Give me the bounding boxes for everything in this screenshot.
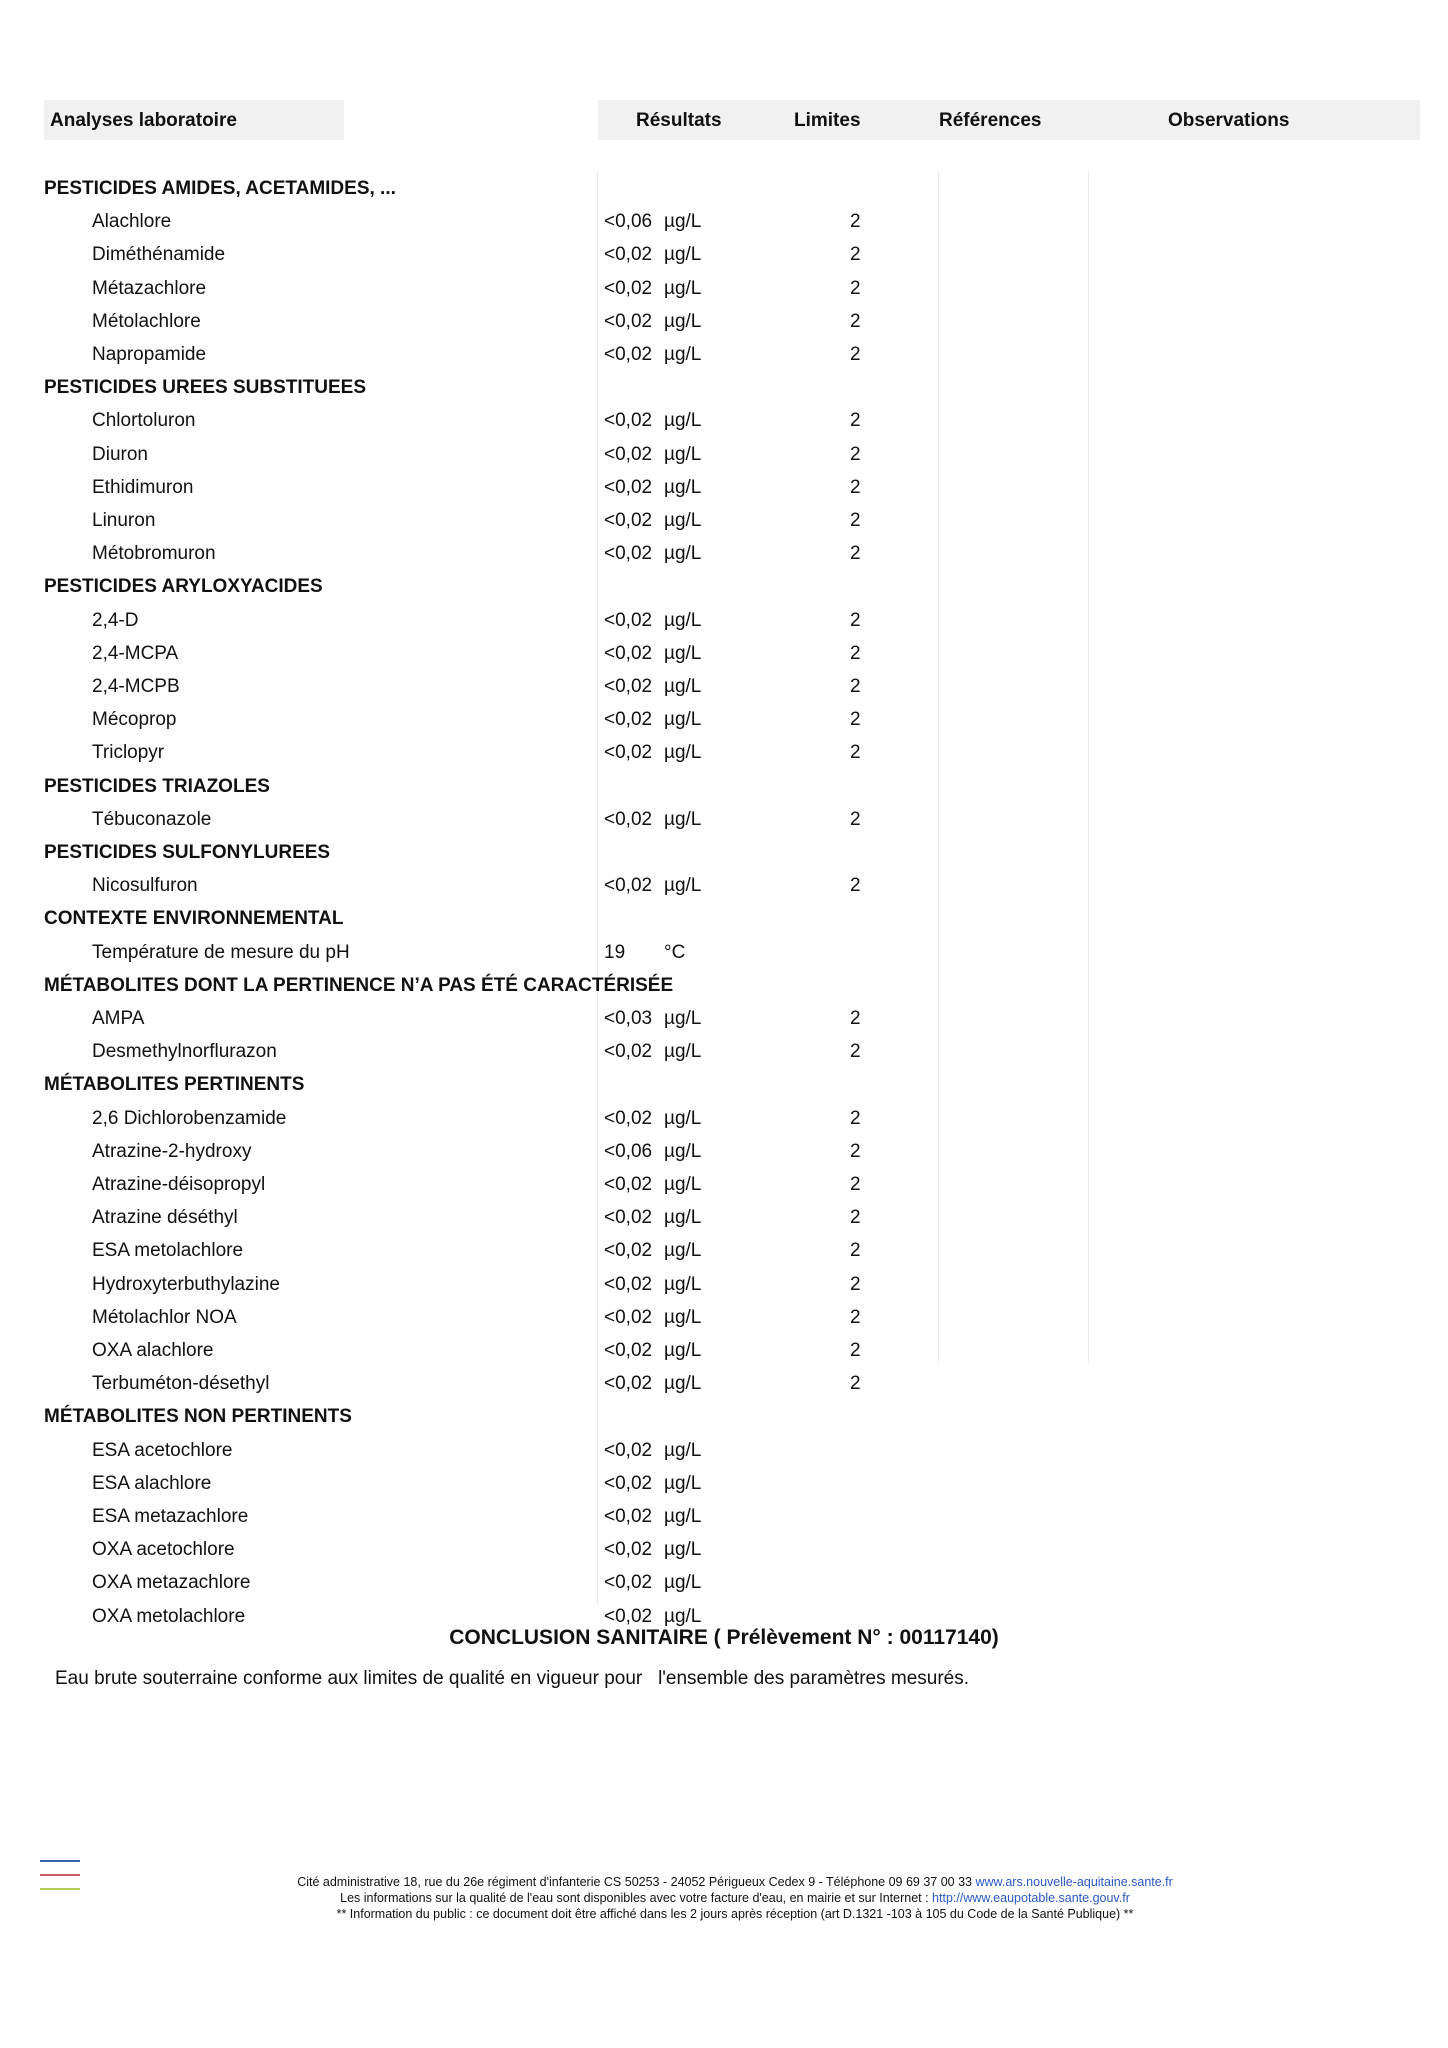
- limit-value: 2: [850, 676, 861, 697]
- result-unit: µg/L: [664, 244, 702, 266]
- parameter-name: Napropamide: [92, 344, 207, 365]
- result-unit: µg/L: [664, 1008, 702, 1029]
- footer-ars-link[interactable]: www.ars.nouvelle-aquitaine.sante.fr: [975, 1875, 1173, 1889]
- result-unit: µg/L: [664, 1439, 702, 1461]
- result-unit: µg/L: [664, 742, 702, 764]
- table-row: [0, 272, 1448, 305]
- result-value: <0,02: [604, 1572, 653, 1594]
- result-value: <0,06: [604, 211, 653, 233]
- result-value: <0,02: [604, 609, 653, 631]
- result-value: <0,02: [604, 410, 653, 432]
- footer-info-text: Les informations sur la qualité de l'eau sont disponibles avec votre facture d'eau, en mairie et sur Internet :: [340, 1891, 933, 1905]
- parameter-name: Métolachlore: [92, 310, 201, 332]
- result-unit: µg/L: [664, 344, 702, 365]
- result-unit: µg/L: [664, 310, 702, 332]
- brand-line-blue: [40, 1860, 80, 1862]
- table-row: [0, 1035, 1448, 1068]
- result-unit: µg/L: [664, 1240, 702, 1262]
- result-value: <0,02: [604, 244, 653, 266]
- result-unit: µg/L: [664, 642, 702, 664]
- header-limites: Limites: [794, 110, 861, 131]
- table-row: [0, 1102, 1448, 1135]
- result-unit: µg/L: [664, 277, 702, 299]
- table-row: [0, 537, 1448, 570]
- table-row: [0, 803, 1448, 836]
- table-row: [0, 1234, 1448, 1267]
- parameter-name: Métazachlore: [92, 277, 207, 299]
- result-unit: µg/L: [664, 1207, 702, 1229]
- result-unit: µg/L: [664, 410, 702, 432]
- footer-address-text: Cité administrative 18, rue du 26e régiment d'infanterie CS 50253 - 24052 Périgueux Cedex 9 - Téléphone 09 69 37 00 33: [297, 1875, 976, 1889]
- brand-line-green: [40, 1888, 80, 1890]
- limit-value: 2: [850, 1008, 861, 1029]
- category-row: [0, 770, 1448, 803]
- parameter-name: 2,6 Dichlorobenzamide: [92, 1107, 287, 1129]
- result-value: <0,02: [604, 344, 653, 365]
- result-unit: µg/L: [664, 510, 702, 531]
- category-label: PESTICIDES UREES SUBSTITUEES: [44, 377, 367, 399]
- result-unit: °C: [664, 941, 686, 963]
- parameter-name: Ethidimuron: [92, 476, 194, 498]
- result-value: <0,02: [604, 1373, 653, 1395]
- category-label: MÉTABOLITES DONT LA PERTINENCE N’A PAS ÉTÉ CARACTÉRISÉE: [44, 974, 674, 996]
- parameter-name: OXA acetochlore: [92, 1539, 235, 1561]
- parameter-name: Linuron: [92, 510, 156, 531]
- result-value: <0,02: [604, 510, 653, 531]
- parameter-name: OXA alachlore: [92, 1340, 214, 1361]
- result-unit: µg/L: [664, 1373, 702, 1395]
- table-header: [44, 100, 1420, 140]
- category-label: CONTEXTE ENVIRONNEMENTAL: [44, 908, 344, 930]
- parameter-name: 2,4-MCPA: [92, 642, 179, 664]
- result-unit: µg/L: [664, 609, 702, 631]
- limit-value: 2: [850, 211, 861, 233]
- result-value: <0,02: [604, 1472, 653, 1494]
- category-row: [0, 836, 1448, 869]
- result-unit: µg/L: [664, 1107, 702, 1129]
- header-observations: Observations: [1168, 110, 1290, 131]
- result-unit: µg/L: [664, 1273, 702, 1295]
- limit-value: 2: [850, 808, 861, 830]
- footer: [150, 1874, 1320, 1922]
- limit-value: 2: [850, 609, 861, 631]
- table-row: [0, 1434, 1448, 1467]
- parameter-name: Tébuconazole: [92, 808, 212, 830]
- limit-value: 2: [850, 543, 861, 565]
- parameter-name: Nicosulfuron: [92, 875, 198, 897]
- result-value: <0,02: [604, 709, 653, 731]
- limit-value: 2: [850, 410, 861, 432]
- table-row: [0, 1334, 1448, 1367]
- parameter-name: Alachlore: [92, 211, 172, 233]
- table-row: [0, 1268, 1448, 1301]
- result-unit: µg/L: [664, 543, 702, 565]
- result-value: <0,02: [604, 310, 653, 332]
- parameter-name: Diméthénamide: [92, 244, 226, 266]
- parameter-name: Métobromuron: [92, 543, 216, 565]
- category-row: [0, 371, 1448, 404]
- footer-address: [150, 1874, 1320, 1890]
- parameter-name: Atrazine déséthyl: [92, 1207, 238, 1229]
- limit-value: 2: [850, 875, 861, 897]
- parameter-name: Mécoprop: [92, 709, 177, 731]
- result-value: <0,02: [604, 875, 653, 897]
- result-unit: µg/L: [664, 1041, 702, 1063]
- table-row: [0, 504, 1448, 537]
- limit-value: 2: [850, 1306, 861, 1328]
- parameter-name: ESA metolachlore: [92, 1240, 244, 1262]
- parameter-name: ESA alachlore: [92, 1472, 212, 1494]
- table-row: [0, 703, 1448, 736]
- limit-value: 2: [850, 1041, 861, 1063]
- result-value: 19: [604, 941, 626, 963]
- table-row: [0, 438, 1448, 471]
- category-row: [0, 1400, 1448, 1433]
- conclusion-title: CONCLUSION SANITAIRE ( Prélèvement N° : 00117140): [449, 1626, 999, 1649]
- table-row: [0, 471, 1448, 504]
- table-row: [0, 338, 1448, 371]
- result-value: <0,03: [604, 1008, 653, 1029]
- result-unit: µg/L: [664, 1306, 702, 1328]
- result-unit: µg/L: [664, 1506, 702, 1527]
- parameter-name: ESA acetochlore: [92, 1439, 233, 1461]
- result-value: <0,06: [604, 1140, 653, 1162]
- table-row: [0, 1135, 1448, 1168]
- result-unit: µg/L: [664, 709, 702, 731]
- result-value: <0,02: [604, 1539, 653, 1561]
- result-value: <0,02: [604, 1605, 653, 1627]
- brand-line-red: [40, 1874, 80, 1876]
- result-unit: µg/L: [664, 1340, 702, 1361]
- limit-value: 2: [850, 1174, 861, 1195]
- header-references: Références: [939, 110, 1042, 131]
- parameter-name: Triclopyr: [92, 742, 165, 764]
- result-value: <0,02: [604, 1207, 653, 1229]
- limit-value: 2: [850, 1140, 861, 1162]
- result-unit: µg/L: [664, 1605, 702, 1627]
- category-row: [0, 1068, 1448, 1101]
- header-analyses: Analyses laboratoire: [44, 100, 344, 140]
- parameter-name: Atrazine-2-hydroxy: [92, 1140, 252, 1162]
- table-row: [0, 1500, 1448, 1533]
- limit-value: 2: [850, 709, 861, 731]
- parameter-name: ESA metazachlore: [92, 1506, 249, 1527]
- limit-value: 2: [850, 1373, 861, 1395]
- result-value: <0,02: [604, 1107, 653, 1129]
- result-value: <0,02: [604, 1041, 653, 1063]
- result-value: <0,02: [604, 1439, 653, 1461]
- result-unit: µg/L: [664, 1472, 702, 1494]
- category-label: PESTICIDES AMIDES, ACETAMIDES, ...: [44, 178, 396, 199]
- result-value: <0,02: [604, 1174, 653, 1195]
- parameter-name: Diuron: [92, 443, 148, 465]
- table-row: [0, 1367, 1448, 1400]
- table-row: [0, 736, 1448, 769]
- parameter-name: Chlortoluron: [92, 410, 196, 432]
- category-label: PESTICIDES TRIAZOLES: [44, 775, 270, 797]
- result-value: <0,02: [604, 1273, 653, 1295]
- parameter-name: 2,4-MCPB: [92, 676, 180, 697]
- table-row: [0, 936, 1448, 969]
- category-label: PESTICIDES SULFONYLUREES: [44, 842, 331, 863]
- parameter-name: Atrazine-déisopropyl: [92, 1174, 266, 1195]
- result-value: <0,02: [604, 1306, 653, 1328]
- parameter-name: 2,4-D: [92, 609, 139, 631]
- limit-value: 2: [850, 642, 861, 664]
- table-row: [0, 1467, 1448, 1500]
- limit-value: 2: [850, 1340, 861, 1361]
- header-resultats: Résultats: [636, 110, 722, 131]
- result-unit: µg/L: [664, 211, 702, 233]
- result-value: <0,02: [604, 742, 653, 764]
- category-label: MÉTABOLITES PERTINENTS: [44, 1074, 305, 1096]
- limit-value: 2: [850, 1207, 861, 1229]
- limit-value: 2: [850, 476, 861, 498]
- table-row: [0, 1002, 1448, 1035]
- table-row: [0, 1533, 1448, 1566]
- table-row: [0, 205, 1448, 238]
- result-unit: µg/L: [664, 1174, 702, 1195]
- result-value: <0,02: [604, 476, 653, 498]
- category-row: [0, 172, 1448, 205]
- limit-value: 2: [850, 1240, 861, 1262]
- result-unit: µg/L: [664, 808, 702, 830]
- category-label: PESTICIDES ARYLOXYACIDES: [44, 576, 323, 598]
- result-value: <0,02: [604, 676, 653, 697]
- table-row: [0, 670, 1448, 703]
- result-value: <0,02: [604, 1240, 653, 1262]
- result-unit: µg/L: [664, 1572, 702, 1594]
- limit-value: 2: [850, 742, 861, 764]
- result-value: <0,02: [604, 642, 653, 664]
- parameter-name: Desmethylnorflurazon: [92, 1041, 277, 1063]
- category-row: [0, 570, 1448, 603]
- table-row: [0, 637, 1448, 670]
- parameter-name: Métolachlor NOA: [92, 1306, 237, 1328]
- limit-value: 2: [850, 1107, 861, 1129]
- category-label: MÉTABOLITES NON PERTINENTS: [44, 1406, 352, 1428]
- table-row: [0, 1168, 1448, 1201]
- parameter-name: Terbuméton-désethyl: [92, 1373, 270, 1395]
- parameter-name: OXA metolachlore: [92, 1605, 246, 1627]
- conclusion-text: Eau brute souterraine conforme aux limites de qualité en vigueur pour l'ensemble des paramètres mesurés.: [55, 1668, 969, 1689]
- result-unit: µg/L: [664, 1539, 702, 1561]
- table-row: [0, 404, 1448, 437]
- limit-value: 2: [850, 443, 861, 465]
- result-unit: µg/L: [664, 1140, 702, 1162]
- parameter-name: AMPA: [92, 1008, 145, 1029]
- category-row: [0, 902, 1448, 935]
- result-value: <0,02: [604, 1506, 653, 1527]
- limit-value: 2: [850, 310, 861, 332]
- limit-value: 2: [850, 244, 861, 266]
- result-unit: µg/L: [664, 676, 702, 697]
- footer-eaupotable-link[interactable]: http://www.eaupotable.sante.gouv.fr: [932, 1891, 1130, 1905]
- result-value: <0,02: [604, 543, 653, 565]
- table-row: [0, 1566, 1448, 1599]
- table-row: [0, 869, 1448, 902]
- category-row: [0, 969, 1448, 1002]
- table-row: [0, 1301, 1448, 1334]
- result-value: <0,02: [604, 277, 653, 299]
- result-value: <0,02: [604, 443, 653, 465]
- result-value: <0,02: [604, 808, 653, 830]
- result-unit: µg/L: [664, 443, 702, 465]
- limit-value: 2: [850, 510, 861, 531]
- parameter-name: Hydroxyterbuthylazine: [92, 1273, 280, 1295]
- table-row: [0, 604, 1448, 637]
- footer-info: [150, 1890, 1320, 1906]
- result-unit: µg/L: [664, 476, 702, 498]
- result-value: <0,02: [604, 1340, 653, 1361]
- table-row: [0, 1201, 1448, 1234]
- limit-value: 2: [850, 277, 861, 299]
- table-row: [0, 238, 1448, 271]
- table-row: [0, 305, 1448, 338]
- result-unit: µg/L: [664, 875, 702, 897]
- limit-value: 2: [850, 344, 861, 365]
- footer-notice: ** Information du public : ce document doit être affiché dans les 2 jours après réception (art D.1321 -103 à 105 du Code de la Santé Publique) **: [336, 1907, 1134, 1921]
- parameter-name: OXA metazachlore: [92, 1572, 251, 1594]
- limit-value: 2: [850, 1273, 861, 1295]
- parameter-name: Température de mesure du pH: [92, 941, 350, 963]
